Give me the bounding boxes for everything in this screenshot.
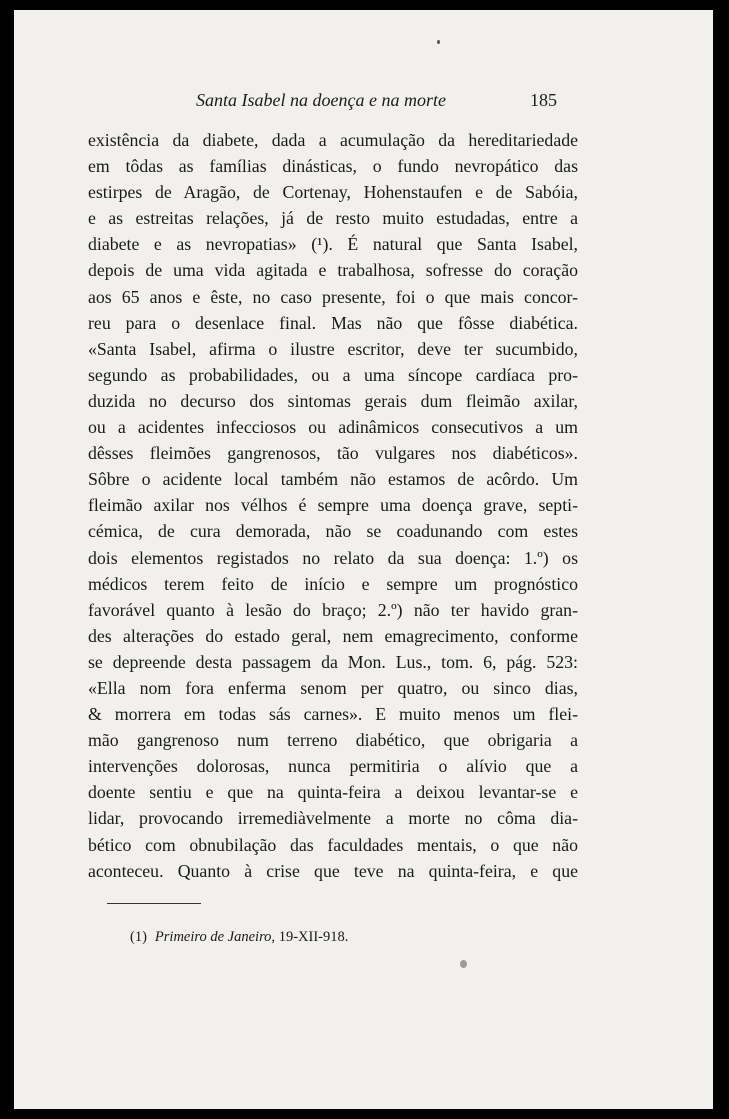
running-title: Santa Isabel na doença e na morte: [196, 90, 446, 110]
footnote-source-title: Primeiro de Janeiro,: [154, 929, 276, 945]
print-speck: [437, 40, 440, 44]
text-line: em tôdas as famílias dinásticas, o fundo nevropático das: [88, 156, 578, 177]
text-line: doente sentiu e que na quinta-feira a deixou levantar-se e: [88, 782, 578, 803]
text-line: fleimão axilar nos vélhos é sempre uma doença grave, septi-: [88, 495, 578, 516]
text-line: duzida no decurso dos sintomas gerais dum fleimão axilar,: [88, 390, 578, 411]
text-line: lidar, provocando irremediàvelmente a morte no côma dia-: [88, 808, 578, 829]
footnote: [130, 929, 348, 946]
text-line: des alterações do estado geral, nem emagrecimento, conforme: [88, 625, 578, 646]
text-line: mão gangrenoso num terreno diabético, que obrigaria a: [88, 730, 578, 751]
text-line: e as estreitas relações, já de resto muito estudadas, entre a: [88, 208, 578, 229]
text-line: & morrera em todas sás carnes». E muito menos um flei-: [88, 704, 578, 725]
text-line: médicos terem feito de início e sempre um prognóstico: [88, 573, 578, 594]
text-line: se depreende desta passagem da Mon. Lus., tom. 6, pág. 523:: [88, 651, 578, 672]
text-line: dêsses fleimões gangrenosos, tão vulgares nos diabéticos».: [88, 443, 578, 464]
text-line: «Santa Isabel, afirma o ilustre escritor, deve ter sucumbido,: [88, 338, 578, 359]
text-line: ou a acidentes infecciosos ou adinâmicos consecutivos a um: [88, 417, 578, 438]
footnote-date: 19-XII-918.: [278, 929, 349, 945]
page-number: 185: [530, 90, 557, 110]
text-line: segundo as probabilidades, ou a uma síncope cardíaca pro-: [88, 364, 578, 385]
page-header: [14, 90, 713, 116]
print-speck: [460, 960, 467, 968]
footnote-marker: (1): [130, 929, 147, 945]
text-line: aconteceu. Quanto à crise que teve na quinta-feira, e que: [88, 860, 578, 881]
text-line: Sôbre o acidente local também não estamos de acôrdo. Um: [88, 469, 578, 490]
text-line: estirpes de Aragão, de Cortenay, Hohenstaufen e de Sabóia,: [88, 182, 578, 203]
text-line: reu para o desenlace final. Mas não que fôsse diabética.: [88, 312, 578, 333]
book-page: [14, 10, 713, 1109]
text-line: aos 65 anos e êste, no caso presente, foi o que mais concor-: [88, 286, 578, 307]
text-line: intervenções dolorosas, nunca permitiria o alívio que a: [88, 756, 578, 777]
text-line: depois de uma vida agitada e trabalhosa, sofresse do coração: [88, 260, 578, 281]
text-line: «Ella nom fora enferma senom per quatro, ou sinco dias,: [88, 677, 578, 698]
text-line: cémica, de cura demorada, não se coadunando com estes: [88, 521, 578, 542]
text-line: diabete e as nevropatias» (¹). É natural que Santa Isabel,: [88, 234, 578, 255]
text-line: existência da diabete, dada a acumulação da hereditariedade: [88, 130, 578, 150]
body-text: [88, 127, 578, 884]
text-line: dois elementos registados no relato da sua doença: 1.º) os: [88, 547, 578, 568]
footnote-divider: [107, 903, 201, 904]
text-line: favorável quanto à lesão do braço; 2.º) não ter havido gran-: [88, 599, 578, 620]
text-line: bético com obnubilação das faculdades mentais, o que não: [88, 834, 578, 855]
